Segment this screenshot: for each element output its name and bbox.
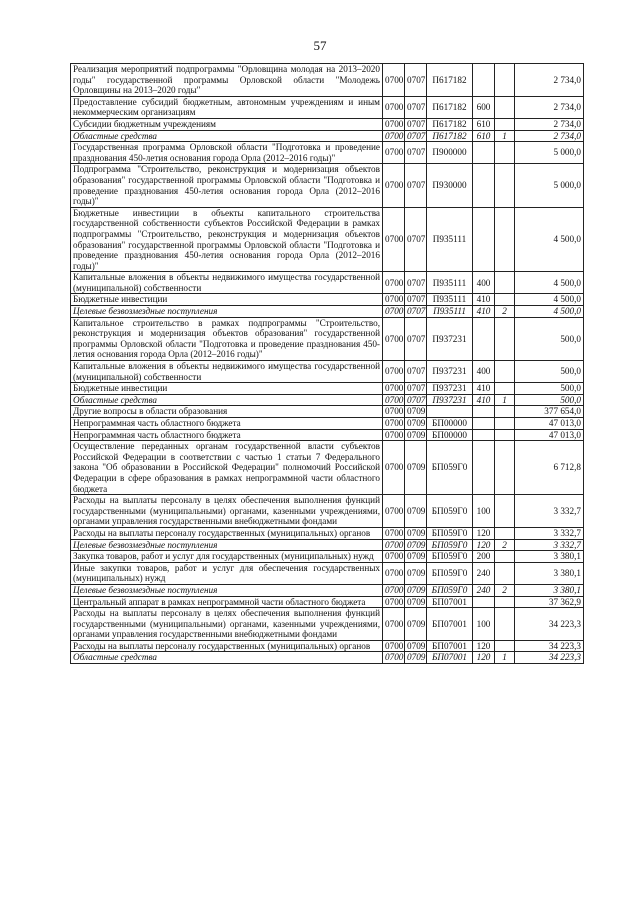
cell-amount: 4 500,0 bbox=[515, 306, 584, 318]
cell-section: 0700 bbox=[383, 562, 405, 584]
cell-subsection: 0709 bbox=[405, 652, 427, 664]
cell-amount: 500,0 bbox=[515, 361, 584, 383]
cell-section: 0700 bbox=[383, 596, 405, 608]
cell-name: Непрограммная часть областного бюджета bbox=[71, 418, 383, 430]
cell-amount: 3 332,7 bbox=[515, 539, 584, 551]
cell-funding-source bbox=[495, 361, 515, 383]
cell-subsection: 0707 bbox=[405, 361, 427, 383]
cell-target-article: БП059Г0 bbox=[427, 584, 473, 596]
cell-section: 0700 bbox=[383, 539, 405, 551]
cell-name: Непрограммная часть областного бюджета bbox=[71, 429, 383, 441]
cell-funding-source bbox=[495, 383, 515, 395]
cell-target-article: П937231 bbox=[427, 383, 473, 395]
cell-expense-type: 610 bbox=[473, 118, 495, 130]
cell-target-article: БП07001 bbox=[427, 640, 473, 652]
cell-subsection: 0709 bbox=[405, 495, 427, 528]
table-row bbox=[71, 306, 584, 318]
cell-target-article: БП00000 bbox=[427, 429, 473, 441]
cell-expense-type: 410 bbox=[473, 383, 495, 395]
cell-expense-type: 100 bbox=[473, 495, 495, 528]
cell-section: 0700 bbox=[383, 527, 405, 539]
cell-expense-type: 610 bbox=[473, 130, 495, 142]
cell-expense-type: 120 bbox=[473, 640, 495, 652]
cell-name: Бюджетные инвестиции в объекты капитального строительства государственной собственности субъектов Российской Федерации в рамках подпрограммы "Строительство, реконструкция и модернизация объектов образования" государственной программы Орловской области "Подготовка и проведение празднования 450-летия основания города Орла (2012–2016 годы)" bbox=[71, 207, 383, 272]
cell-name: Иные закупки товаров, работ и услуг для обеспечения государственных (муниципальных) нужд bbox=[71, 562, 383, 584]
cell-expense-type: 240 bbox=[473, 584, 495, 596]
cell-name: Расходы на выплаты персоналу государственных (муниципальных) органов bbox=[71, 527, 383, 539]
cell-target-article: БП059Г0 bbox=[427, 441, 473, 495]
cell-funding-source bbox=[495, 418, 515, 430]
cell-amount: 34 223,3 bbox=[515, 640, 584, 652]
cell-name: Предоставление субсидий бюджетным, автономным учреждениям и иным некоммерческим организациям bbox=[71, 96, 383, 118]
cell-amount: 4 500,0 bbox=[515, 294, 584, 306]
cell-name: Другие вопросы в области образования bbox=[71, 406, 383, 418]
cell-expense-type bbox=[473, 596, 495, 608]
cell-subsection: 0709 bbox=[405, 441, 427, 495]
cell-funding-source bbox=[495, 527, 515, 539]
cell-section: 0700 bbox=[383, 96, 405, 118]
cell-amount: 2 734,0 bbox=[515, 130, 584, 142]
cell-funding-source bbox=[495, 596, 515, 608]
cell-name: Целевые безвозмездные поступления bbox=[71, 584, 383, 596]
cell-funding-source bbox=[495, 406, 515, 418]
cell-section: 0700 bbox=[383, 652, 405, 664]
table-row bbox=[71, 207, 584, 272]
cell-amount: 3 380,1 bbox=[515, 551, 584, 563]
cell-amount: 2 734,0 bbox=[515, 64, 584, 97]
cell-section: 0700 bbox=[383, 164, 405, 207]
cell-amount: 3 380,1 bbox=[515, 584, 584, 596]
cell-section: 0700 bbox=[383, 383, 405, 395]
cell-name: Осуществление переданных органам государственной власти субъектов Российской Федерации в соответствии с частью 1 статьи 7 Федерального закона "Об образовании в Российской Федерации" полномочий Российской Федерации в сфере образования в рамках непрограммной части областного бюджета bbox=[71, 441, 383, 495]
table-row bbox=[71, 539, 584, 551]
cell-expense-type bbox=[473, 418, 495, 430]
cell-subsection: 0707 bbox=[405, 306, 427, 318]
table-row bbox=[71, 130, 584, 142]
cell-expense-type: 100 bbox=[473, 608, 495, 641]
cell-subsection: 0707 bbox=[405, 317, 427, 360]
table-row bbox=[71, 584, 584, 596]
cell-expense-type: 120 bbox=[473, 652, 495, 664]
table-row bbox=[71, 164, 584, 207]
cell-subsection: 0707 bbox=[405, 294, 427, 306]
table-row bbox=[71, 118, 584, 130]
cell-subsection: 0709 bbox=[405, 584, 427, 596]
cell-name: Центральный аппарат в рамках непрограммной части областного бюджета bbox=[71, 596, 383, 608]
cell-target-article: П617182 bbox=[427, 118, 473, 130]
table-row bbox=[71, 596, 584, 608]
table-row bbox=[71, 142, 584, 164]
cell-section: 0700 bbox=[383, 640, 405, 652]
cell-name: Расходы на выплаты персоналу государственных (муниципальных) органов bbox=[71, 640, 383, 652]
cell-expense-type: 410 bbox=[473, 394, 495, 406]
cell-target-article: БП07001 bbox=[427, 596, 473, 608]
cell-subsection: 0709 bbox=[405, 418, 427, 430]
cell-amount: 47 013,0 bbox=[515, 429, 584, 441]
cell-funding-source bbox=[495, 118, 515, 130]
cell-funding-source bbox=[495, 164, 515, 207]
cell-funding-source bbox=[495, 608, 515, 641]
cell-name: Капитальные вложения в объекты недвижимого имущества государственной (муниципальной) собственности bbox=[71, 361, 383, 383]
budget-table bbox=[70, 63, 584, 664]
cell-target-article: П935111 bbox=[427, 306, 473, 318]
cell-subsection: 0707 bbox=[405, 207, 427, 272]
cell-expense-type: 120 bbox=[473, 539, 495, 551]
cell-name: Реализация мероприятий подпрограммы "Орловщина молодая на 2013–2020 годы" государственной программы Орловской области "Молодежь Орловщины на 2013–2020 годы" bbox=[71, 64, 383, 97]
cell-target-article: БП059Г0 bbox=[427, 539, 473, 551]
table-row bbox=[71, 562, 584, 584]
cell-target-article: П617182 bbox=[427, 130, 473, 142]
cell-funding-source bbox=[495, 551, 515, 563]
cell-funding-source: 2 bbox=[495, 584, 515, 596]
cell-amount: 500,0 bbox=[515, 383, 584, 395]
cell-target-article: БП059Г0 bbox=[427, 562, 473, 584]
table-row bbox=[71, 383, 584, 395]
cell-section: 0700 bbox=[383, 272, 405, 294]
cell-expense-type: 120 bbox=[473, 527, 495, 539]
cell-section: 0700 bbox=[383, 429, 405, 441]
cell-funding-source: 2 bbox=[495, 306, 515, 318]
cell-name: Областные средства bbox=[71, 394, 383, 406]
cell-name: Государственная программа Орловской области "Подготовка и проведение празднования 450-летия основания города Орла (2012–2016 годы)" bbox=[71, 142, 383, 164]
table-row bbox=[71, 317, 584, 360]
cell-target-article: БП07001 bbox=[427, 608, 473, 641]
cell-name: Субсидии бюджетным учреждениям bbox=[71, 118, 383, 130]
cell-target-article: П937231 bbox=[427, 394, 473, 406]
cell-amount: 3 332,7 bbox=[515, 495, 584, 528]
cell-section: 0700 bbox=[383, 394, 405, 406]
cell-name: Капитальное строительство в рамках подпрограммы "Строительство, реконструкция и модернизация объектов образования" государственной программы Орловской области "Подготовка и проведение празднования 450-летия основания города Орла (2012–2016 годы)" bbox=[71, 317, 383, 360]
cell-funding-source bbox=[495, 207, 515, 272]
cell-expense-type bbox=[473, 317, 495, 360]
cell-expense-type bbox=[473, 406, 495, 418]
cell-subsection: 0709 bbox=[405, 596, 427, 608]
cell-funding-source bbox=[495, 317, 515, 360]
cell-expense-type bbox=[473, 142, 495, 164]
table-row bbox=[71, 272, 584, 294]
cell-funding-source: 1 bbox=[495, 652, 515, 664]
cell-expense-type bbox=[473, 164, 495, 207]
cell-section: 0700 bbox=[383, 118, 405, 130]
cell-section: 0700 bbox=[383, 441, 405, 495]
cell-funding-source bbox=[495, 272, 515, 294]
table-row bbox=[71, 418, 584, 430]
table-row bbox=[71, 429, 584, 441]
cell-expense-type bbox=[473, 429, 495, 441]
cell-subsection: 0707 bbox=[405, 383, 427, 395]
cell-name: Расходы на выплаты персоналу в целях обеспечения выполнения функций государственными (муниципальными) органами, казенными учреждениями, органами управления государственными внебюджетными фондами bbox=[71, 495, 383, 528]
cell-target-article: БП07001 bbox=[427, 652, 473, 664]
cell-expense-type: 600 bbox=[473, 96, 495, 118]
cell-target-article: П930000 bbox=[427, 164, 473, 207]
table-row bbox=[71, 652, 584, 664]
cell-funding-source bbox=[495, 441, 515, 495]
cell-funding-source: 1 bbox=[495, 130, 515, 142]
cell-name: Целевые безвозмездные поступления bbox=[71, 539, 383, 551]
cell-expense-type: 400 bbox=[473, 272, 495, 294]
cell-section: 0700 bbox=[383, 608, 405, 641]
table-row bbox=[71, 406, 584, 418]
cell-section: 0700 bbox=[383, 130, 405, 142]
cell-amount: 3 380,1 bbox=[515, 562, 584, 584]
cell-target-article: БП00000 bbox=[427, 418, 473, 430]
cell-amount: 4 500,0 bbox=[515, 207, 584, 272]
table-row bbox=[71, 96, 584, 118]
cell-amount: 2 734,0 bbox=[515, 96, 584, 118]
cell-subsection: 0709 bbox=[405, 527, 427, 539]
cell-section: 0700 bbox=[383, 294, 405, 306]
cell-name: Бюджетные инвестиции bbox=[71, 294, 383, 306]
cell-amount: 3 332,7 bbox=[515, 527, 584, 539]
cell-subsection: 0709 bbox=[405, 562, 427, 584]
cell-funding-source bbox=[495, 495, 515, 528]
cell-section: 0700 bbox=[383, 207, 405, 272]
cell-target-article: П935111 bbox=[427, 207, 473, 272]
table-row bbox=[71, 640, 584, 652]
cell-target-article: П937231 bbox=[427, 317, 473, 360]
cell-funding-source bbox=[495, 96, 515, 118]
table-row bbox=[71, 495, 584, 528]
cell-amount: 34 223,3 bbox=[515, 652, 584, 664]
cell-target-article: П935111 bbox=[427, 294, 473, 306]
cell-subsection: 0707 bbox=[405, 130, 427, 142]
cell-target-article: П937231 bbox=[427, 361, 473, 383]
cell-target-article: П935111 bbox=[427, 272, 473, 294]
cell-section: 0700 bbox=[383, 584, 405, 596]
cell-expense-type bbox=[473, 64, 495, 97]
cell-target-article bbox=[427, 406, 473, 418]
cell-name: Закупка товаров, работ и услуг для государственных (муниципальных) нужд bbox=[71, 551, 383, 563]
table-row bbox=[71, 294, 584, 306]
cell-subsection: 0707 bbox=[405, 272, 427, 294]
table-row bbox=[71, 64, 584, 97]
cell-subsection: 0707 bbox=[405, 142, 427, 164]
cell-amount: 377 654,0 bbox=[515, 406, 584, 418]
cell-funding-source bbox=[495, 640, 515, 652]
cell-target-article: П617182 bbox=[427, 96, 473, 118]
cell-name: Бюджетные инвестиции bbox=[71, 383, 383, 395]
cell-subsection: 0707 bbox=[405, 64, 427, 97]
cell-section: 0700 bbox=[383, 495, 405, 528]
cell-target-article: БП059Г0 bbox=[427, 527, 473, 539]
cell-amount: 37 362,9 bbox=[515, 596, 584, 608]
cell-section: 0700 bbox=[383, 306, 405, 318]
cell-subsection: 0709 bbox=[405, 608, 427, 641]
cell-funding-source: 1 bbox=[495, 394, 515, 406]
cell-amount: 500,0 bbox=[515, 317, 584, 360]
cell-subsection: 0707 bbox=[405, 394, 427, 406]
cell-amount: 4 500,0 bbox=[515, 272, 584, 294]
table-row bbox=[71, 551, 584, 563]
cell-name: Капитальные вложения в объекты недвижимого имущества государственной (муниципальной) собственности bbox=[71, 272, 383, 294]
cell-subsection: 0707 bbox=[405, 96, 427, 118]
cell-subsection: 0707 bbox=[405, 164, 427, 207]
cell-funding-source bbox=[495, 64, 515, 97]
cell-name: Областные средства bbox=[71, 130, 383, 142]
cell-funding-source: 2 bbox=[495, 539, 515, 551]
cell-section: 0700 bbox=[383, 551, 405, 563]
cell-expense-type bbox=[473, 441, 495, 495]
table-row bbox=[71, 394, 584, 406]
cell-expense-type: 410 bbox=[473, 306, 495, 318]
cell-amount: 47 013,0 bbox=[515, 418, 584, 430]
table-row bbox=[71, 608, 584, 641]
cell-section: 0700 bbox=[383, 406, 405, 418]
cell-amount: 34 223,3 bbox=[515, 608, 584, 641]
cell-expense-type bbox=[473, 207, 495, 272]
cell-section: 0700 bbox=[383, 361, 405, 383]
cell-target-article: П900000 bbox=[427, 142, 473, 164]
cell-section: 0700 bbox=[383, 142, 405, 164]
cell-section: 0700 bbox=[383, 64, 405, 97]
cell-amount: 500,0 bbox=[515, 394, 584, 406]
cell-funding-source bbox=[495, 142, 515, 164]
cell-target-article: БП059Г0 bbox=[427, 495, 473, 528]
cell-name: Расходы на выплаты персоналу в целях обеспечения выполнения функций государственными (муниципальными) органами, казенными учреждениями, органами управления государственными внебюджетными фондами bbox=[71, 608, 383, 641]
cell-subsection: 0707 bbox=[405, 118, 427, 130]
cell-name: Подпрограмма "Строительство, реконструкция и модернизация объектов образования" государственной программы Орловской области "Подготовка и проведение празднования 450-летия основания города Орла (2012–2016 годы)" bbox=[71, 164, 383, 207]
cell-funding-source bbox=[495, 294, 515, 306]
cell-funding-source bbox=[495, 562, 515, 584]
cell-name: Областные средства bbox=[71, 652, 383, 664]
cell-subsection: 0709 bbox=[405, 551, 427, 563]
cell-subsection: 0709 bbox=[405, 539, 427, 551]
cell-subsection: 0709 bbox=[405, 640, 427, 652]
cell-name: Целевые безвозмездные поступления bbox=[71, 306, 383, 318]
cell-funding-source bbox=[495, 429, 515, 441]
cell-section: 0700 bbox=[383, 418, 405, 430]
table-row bbox=[71, 361, 584, 383]
page-number: 57 bbox=[313, 38, 327, 53]
table-row bbox=[71, 527, 584, 539]
cell-expense-type: 400 bbox=[473, 361, 495, 383]
cell-section: 0700 bbox=[383, 317, 405, 360]
cell-amount: 2 734,0 bbox=[515, 118, 584, 130]
cell-amount: 5 000,0 bbox=[515, 164, 584, 207]
cell-expense-type: 240 bbox=[473, 562, 495, 584]
cell-subsection: 0709 bbox=[405, 429, 427, 441]
cell-target-article: БП059Г0 bbox=[427, 551, 473, 563]
cell-subsection: 0709 bbox=[405, 406, 427, 418]
cell-amount: 6 712,8 bbox=[515, 441, 584, 495]
cell-target-article: П617182 bbox=[427, 64, 473, 97]
cell-amount: 5 000,0 bbox=[515, 142, 584, 164]
cell-expense-type: 200 bbox=[473, 551, 495, 563]
table-row bbox=[71, 441, 584, 495]
cell-expense-type: 410 bbox=[473, 294, 495, 306]
